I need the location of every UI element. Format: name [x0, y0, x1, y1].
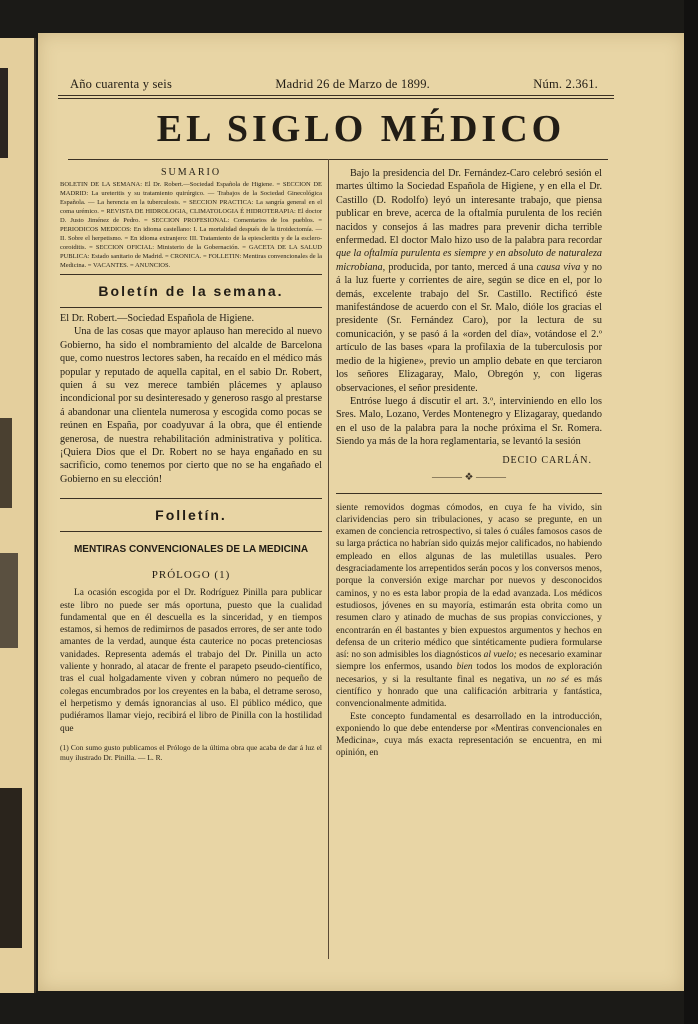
date-label: Madrid 26 de Marzo de 1899. [275, 77, 430, 91]
folletin-continuation-2: Este concepto fundamental es desarrollado en la introducción, exponiendo lo que debe entenderse por «Mentiras convencionales en Medicina», cuya más exacta representación se encuentra, en mi opinión, en [336, 711, 602, 759]
folletin-cont-italic3: no sé [546, 674, 569, 685]
sumario-text: BOLETIN DE LA SEMANA: El Dr. Robert.—Sociedad Española de Higiene. = SECCION DE MADRID: La ureteritis y su tratamiento quirúrgico. — Trabajos de la Sociedad Ginecológica Española. — La herencia en la tuberculosis. = SECCION PRACTICA: La sangría general en el coma urémico. = REVISTA DE HIDROLOGIA, CLIMATOLOGIA É HIDROTERAPIA: El doctor D. Justo Jiménez de Pedro. = SECCION PROFESIONAL: Comentarios de los pueblos. = PERIODICOS MEDICOS: En idioma castellano: I. La mortalidad después de la tiroidectomía. — II. Sobre el herpetismo. = En idioma extranjero: III. Tratamiento de la epiescleritis y de la esclero-coroiditis. = SECCION OFICIAL: Ministerio de la Gobernación. = GACETA DE LA SALUD PUBLICA: Estado sanitario de Madrid. = CRONICA. = FOLLETIN: Mentiras convencionales de la Medicina. = VACANTES. = ANUNCIOS. [60, 181, 322, 269]
folletin-cont-italic2: bien [456, 662, 473, 673]
folletin-cont-d: es más científico y honrado que una calificación arbitraria y fantástica, convencionalmente admitida. [336, 674, 603, 710]
adjacent-page-edge [0, 38, 36, 993]
sumario-title: SUMARIO [160, 167, 222, 178]
ink-block [0, 788, 22, 948]
header-line [70, 77, 598, 92]
folletin-continuation [336, 502, 602, 711]
masthead-title: EL SIGLO MÉDICO [156, 108, 566, 150]
boletin-paragraph: Una de las cosas que mayor aplauso han merecido al nuevo Gobierno, ha sido el nombramiento del alcalde de Barcelona que, como nuestros lectores saben, ha recaído en el médico más popular y reputado de aquella capital, en el sabio Dr. Robert, quien á su vez merece también plácemes y aplauso incondicional por su desinteresado y generoso rasgo al prestarse á abandonar una clientela numerosa y escogida como pocas se reúnen en España, por coadyuvar á la obra, que él entiende generosa, de nuestra rehabilitación administrativa y política. ¡Quiera Dios que el Dr. Robert no se haya engañado en su sacrificio, como tenemos por cierto que no se ha engañado el Gobierno en su elección! [60, 326, 322, 485]
ink-block [0, 418, 12, 508]
sociedad-text-b: producida, por tanto, merced á una [388, 261, 534, 273]
left-column [60, 167, 322, 763]
boletin-title: Boletín de la semana. [98, 283, 284, 299]
folletin-cont-c: todos los modos de exploración necesarios, y si la resultante final es negativa, un [336, 662, 603, 685]
divider [60, 498, 322, 499]
scan-border [684, 0, 698, 1024]
sociedad-text-c: y no á la luz fuerte y corrientes de aire, según se dice en el, por lo demás, excelente trabajo del Sr. Castillo. Rectificó éste manifestándose de acuerdo con el Sr. Malo, dióle los gracias el presidente (Sr. Fernández Caro), por la lectura de su comunicación, y se pasó á la «orden del día», votándose el 2.º artículo de las bases «para la profilaxia de la tuberculosis por medio de la higiene», previo un amplio debate en que terciaron los señores Elizagaray, Malo, Obregón y, con ligeras observaciones, el señor presidente. [336, 261, 603, 394]
header-rule [58, 98, 614, 99]
column-divider [328, 159, 329, 959]
folletin-cont-italic1: al vuelo; [483, 650, 517, 661]
header-rule [58, 95, 614, 96]
issue-number: Núm. 2.361. [533, 77, 598, 91]
sociedad-italic-a: que la oftalmía purulenta es siempre y en absoluto de naturaleza microbiana, [336, 248, 602, 273]
ornament-divider: ——— ❖ ——— [432, 471, 506, 483]
signature: DECIO CARLÁN. [502, 454, 592, 466]
right-column [336, 167, 602, 760]
sociedad-text-a: Bajo la presidencia del Dr. Fernández-Caro celebró sesión el martes último la Sociedad Española de Higiene, y en ella el Dr. Castillo (D. Rodolfo) leyó un interesante trabajo, que piensa publicar en breve, acerca de la oftalmía purulenta de los recién nacidos y consejos á las madres para prevenir dicha terrible enfermedad. El doctor Malo hizo uso de la palabra para recordar [336, 168, 602, 247]
divider [60, 307, 322, 308]
sesion-paragraph: Entróse luego á discutir el art. 3.º, interviniendo en ello los Sres. Malo, Lozano, Verdes Montenegro y Elizagaray, quedando en el uso de la palabra para la noche próxima el Sr. Romera. Siendo ya más de la hora reglamentaria, se levantó la sesión [336, 395, 602, 448]
newspaper-page [38, 33, 684, 991]
boletin-subheading: El Dr. Robert.—Sociedad Española de Higiene. [60, 313, 255, 324]
sociedad-paragraph [336, 167, 602, 395]
sociedad-italic-b: causa viva [536, 261, 581, 273]
folletin-subtitle: MENTIRAS CONVENCIONALES DE LA MEDICINA [73, 544, 309, 556]
divider [60, 531, 322, 532]
folletin-title: Folletín. [155, 507, 227, 524]
ink-block [0, 68, 8, 158]
masthead-rule [68, 159, 608, 160]
folletin-paragraph: La ocasión escogida por el Dr. Rodríguez Pinilla para publicar este libro no puede ser más oportuna, puesto que la cualidad fundamental que en él descuella es la sinceridad, y en tiempos estamos, si hemos de redimirnos de pasados errores, de ser ante todo amantes de la verdad, aunque ésta cauterice no pocas pretenciosas vanidades. Representa además el trabajo del Dr. Pinilla un acto valiente y honrado, al atacar de frente el parapeto pseudo-científico, tras el cual holgadamente viven y cobran número no pequeño de colegas encumbrados por los creyentes en la baba, el detrame seroso, el herpetismo y demás ignorancias al uso. El público médico, que pudiéramos llamar viejo, recibirá el libro de Pinilla con la hostilidad que [60, 588, 322, 734]
ink-block [0, 553, 18, 648]
divider [60, 274, 322, 275]
year-label: Año cuarenta y seis [70, 77, 173, 91]
folletin-cont-a: siente removidos dogmas cómodos, en cuya fe ha vivido, sin clarividencias pero sin tribulaciones, y acaso se pregunte, en un examen de conciencia retrospectivo, si tales ó cuáles famosos casos de su larga práctica no habrían sido quizás mejor calificados, no habiendo empleado en ellos algunas de las muletillas usuales. Pero desgraciadamente los arrepentidos serán pocos y los conversos menos, porque la conversión exige marchar por nuevos y desconocidos caminos, y no es esta labor propia de la edad avanzada. Los médicos estudiosos, jóvenes en su mayoría, estimarán esta obrita como un resumen claro y atinado de muchas de sus propias convicciones, y encontrarán en él bastantes y bien expuestos argumentos y hechos en defensa de un criterio médico que sintéticamente pudiera formularse así: no son admisibles los diagnósticos [336, 502, 602, 661]
divider [336, 493, 602, 494]
prologo-heading: PRÓLOGO (1) [151, 569, 231, 582]
footnote: (1) Con sumo gusto publicamos el Prólogo de la última obra que acaba de dar á luz el muy ilustrado Dr. Pinilla. — L. R. [60, 742, 322, 762]
folletin-cont-b: es necesario examinar siempre los enfermos, usando [336, 650, 603, 673]
